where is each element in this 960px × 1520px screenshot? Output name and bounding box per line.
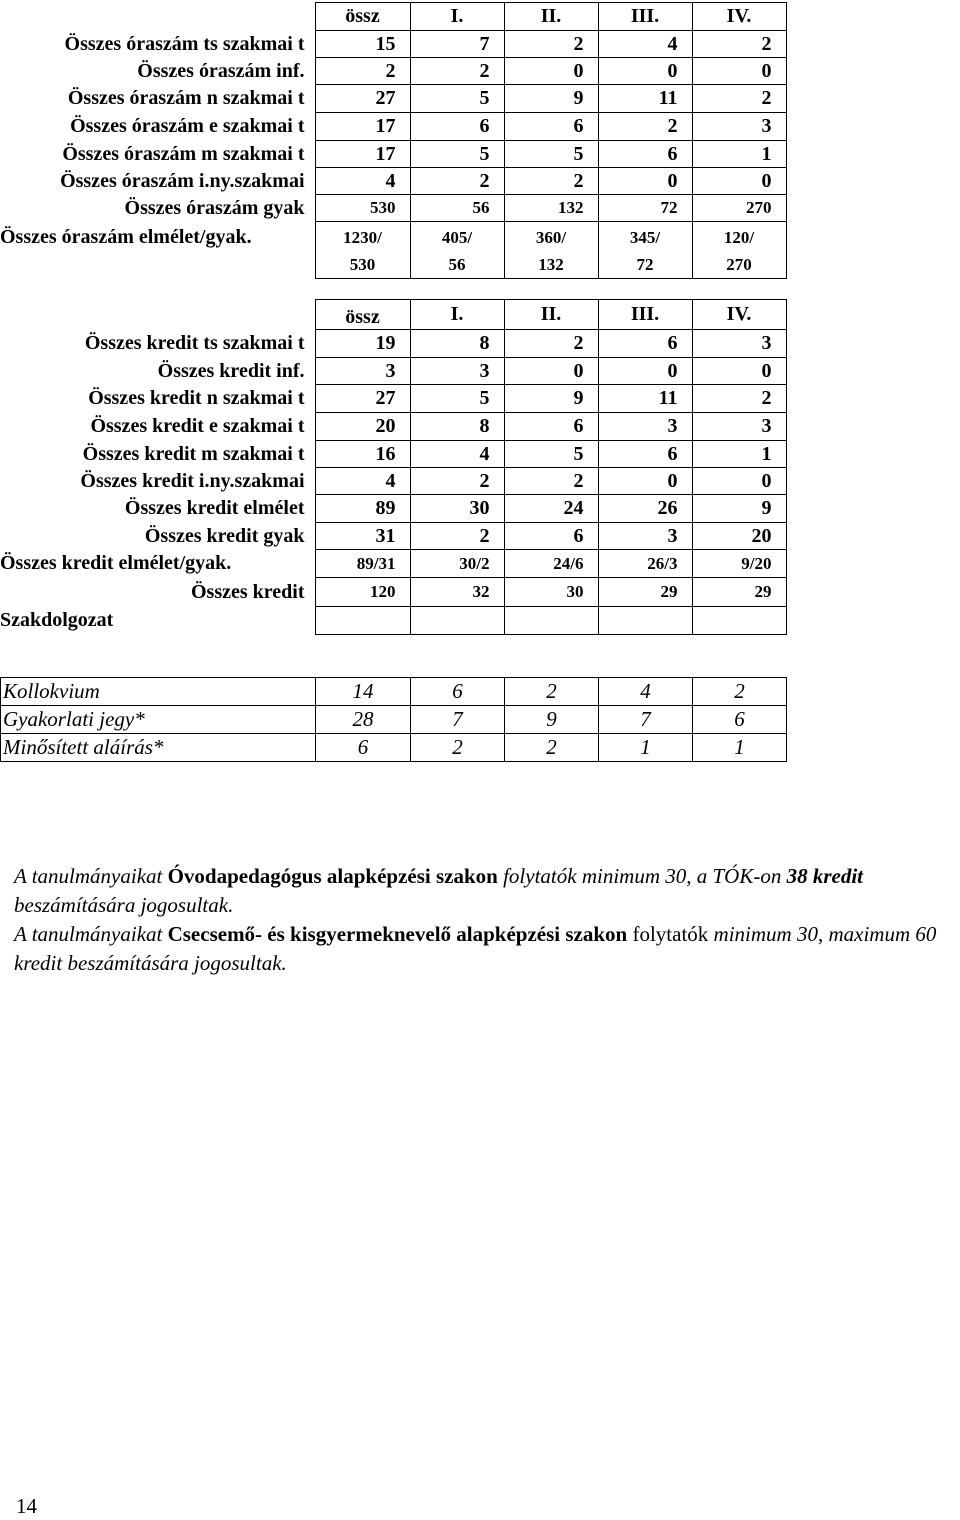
table-row	[0, 330, 786, 358]
cell-value: 120	[315, 578, 410, 607]
cell-value: 24/6	[504, 550, 598, 578]
row-label: Összes kredit elmélet/gyak.	[0, 552, 232, 574]
cell-value: 20	[692, 523, 786, 550]
row-label: Összes óraszám n szakmai t	[67, 87, 305, 109]
cell-value: 0	[598, 468, 692, 495]
row-label: Összes óraszám m szakmai t	[62, 142, 305, 165]
cell-value: 17	[315, 141, 410, 168]
cell-value: 8	[410, 330, 504, 358]
table-row	[0, 195, 786, 222]
cell-value: 3	[692, 413, 786, 441]
cell-value: 2	[504, 468, 598, 495]
cell-value: 8	[410, 413, 504, 441]
cell-value: 132	[504, 195, 598, 222]
cell-value: 6	[598, 441, 692, 468]
cell-value: 6	[504, 113, 598, 141]
cell-value: 1	[693, 734, 787, 762]
cell-value: 0	[692, 358, 786, 385]
cell-value: 6	[504, 413, 598, 441]
cell-value: 0	[692, 468, 786, 495]
cell-value: 3	[598, 413, 692, 441]
cell-value: 29	[692, 578, 786, 607]
cell-value: 1	[692, 141, 786, 168]
cell-value: 17	[315, 113, 410, 141]
cell-value: 11	[598, 85, 692, 113]
table-row	[0, 441, 786, 468]
cell-value: 2	[692, 31, 786, 58]
cell-value: 6	[598, 141, 692, 168]
cell-value: 4	[599, 678, 693, 706]
table-row	[0, 85, 786, 113]
cell-value: 5	[410, 141, 504, 168]
cell-value: 9	[504, 85, 598, 113]
table-row	[0, 58, 786, 85]
cell-value: 3	[410, 358, 504, 385]
cell-value: 9	[692, 495, 786, 523]
cell-value: 9	[505, 706, 599, 734]
cell-value: 405/ 56	[410, 222, 504, 279]
cell-value: 6	[504, 523, 598, 550]
cell-value: 5	[504, 441, 598, 468]
row-label: Összes kredit i.ny.szakmai	[80, 469, 305, 492]
cell-value: 72	[598, 195, 692, 222]
row-label: Minősített aláírás*	[1, 734, 316, 762]
table-row	[0, 495, 786, 523]
column-header: II.	[504, 300, 598, 330]
cell-value: 27	[315, 385, 410, 413]
cell-value: 2	[410, 523, 504, 550]
cell-value: 30/2	[410, 550, 504, 578]
credits-table	[0, 299, 787, 635]
cell-value: 16	[315, 441, 410, 468]
cell-value: 2	[410, 468, 504, 495]
cell-value: 2	[504, 168, 598, 195]
row-label: Gyakorlati jegy*	[1, 706, 316, 734]
cell-value: 2	[693, 678, 787, 706]
cell-value: 2	[411, 734, 505, 762]
table-row	[0, 141, 786, 168]
cell-value	[315, 607, 410, 635]
cell-value: 4	[315, 468, 410, 495]
row-label: Összes kredit m szakmai t	[82, 442, 305, 465]
cell-value: 2	[504, 31, 598, 58]
cell-value: 20	[315, 413, 410, 441]
cell-value: 270	[692, 195, 786, 222]
cell-value: 2	[505, 734, 599, 762]
column-header: I.	[410, 3, 504, 31]
cell-value: 2	[692, 385, 786, 413]
cell-value: 2	[410, 58, 504, 85]
table-row	[0, 31, 786, 58]
cell-value: 28	[316, 706, 411, 734]
column-header: II.	[504, 3, 598, 31]
cell-value: 27	[315, 85, 410, 113]
page-number: 14	[16, 1494, 37, 1518]
cell-value: 7	[599, 706, 693, 734]
cell-value: 0	[598, 168, 692, 195]
cell-value: 120/ 270	[692, 222, 786, 279]
row-label: Összes óraszám ts szakmai t	[64, 32, 305, 55]
row-label: Összes kredit	[190, 580, 305, 603]
cell-value: 1	[599, 734, 693, 762]
row-label: Összes óraszám inf.	[137, 59, 305, 82]
cell-value: 3	[692, 330, 786, 358]
table-row	[0, 222, 786, 279]
table-row	[0, 358, 786, 385]
cell-value: 2	[692, 85, 786, 113]
cell-value: 1230/ 530	[315, 222, 410, 279]
cell-value: 0	[504, 358, 598, 385]
hours-table	[0, 2, 787, 279]
credit-note-paragraph: A tanulmányaikat Csecsemő- és kisgyermeknevelő alapképzési szakon folytatók minimum 30, maximum 60 kredit beszámítására jogosultak.	[14, 922, 937, 975]
table-row	[0, 607, 786, 635]
table-row	[0, 168, 786, 195]
table-header-row	[0, 3, 786, 31]
cell-value: 5	[410, 385, 504, 413]
cell-value: 26/3	[598, 550, 692, 578]
table-row	[1, 734, 787, 762]
row-label: Szakdolgozat	[0, 609, 114, 631]
cell-value: 19	[315, 330, 410, 358]
cell-value: 9/20	[692, 550, 786, 578]
cell-value: 360/ 132	[504, 222, 598, 279]
cell-value: 2	[504, 330, 598, 358]
table-row	[0, 385, 786, 413]
row-label: Összes kredit elmélet	[124, 497, 305, 519]
row-label: Kollokvium	[1, 678, 316, 706]
table-row	[0, 468, 786, 495]
cell-value: 3	[598, 523, 692, 550]
cell-value: 0	[504, 58, 598, 85]
table-row	[0, 523, 786, 550]
cell-value: 4	[598, 31, 692, 58]
cell-value: 2	[598, 113, 692, 141]
row-label: Összes óraszám i.ny.szakmai	[60, 169, 305, 192]
cell-value: 3	[315, 358, 410, 385]
cell-value: 15	[315, 31, 410, 58]
cell-value: 89	[315, 495, 410, 523]
cell-value	[598, 607, 692, 635]
cell-value: 89/31	[315, 550, 410, 578]
cell-value: 29	[598, 578, 692, 607]
row-label: Összes kredit gyak	[144, 524, 305, 547]
cell-value: 0	[692, 168, 786, 195]
table-header-row	[0, 300, 786, 330]
cell-value: 26	[598, 495, 692, 523]
cell-value: 3	[692, 113, 786, 141]
row-label: Összes óraszám elmélet/gyak.	[0, 225, 252, 248]
cell-value: 0	[598, 358, 692, 385]
cell-value: 6	[411, 678, 505, 706]
row-label: Összes kredit e szakmai t	[90, 415, 305, 437]
column-header: III.	[598, 3, 692, 31]
row-label: Összes kredit inf.	[157, 359, 305, 382]
cell-value: 30	[504, 578, 598, 607]
table-row	[0, 550, 786, 578]
cell-value: 530	[315, 195, 410, 222]
cell-value	[410, 607, 504, 635]
cell-value: 24	[504, 495, 598, 523]
table-row	[0, 413, 786, 441]
assessment-table	[0, 677, 787, 762]
column-header: össz	[315, 300, 410, 330]
cell-value: 2	[410, 168, 504, 195]
row-label: Összes kredit ts szakmai t	[84, 332, 305, 354]
cell-value: 0	[692, 58, 786, 85]
row-label: Összes kredit n szakmai t	[88, 387, 305, 409]
cell-value: 6	[410, 113, 504, 141]
column-header: össz	[315, 3, 410, 31]
cell-value: 4	[410, 441, 504, 468]
cell-value: 345/ 72	[598, 222, 692, 279]
cell-value: 6	[316, 734, 411, 762]
cell-value	[504, 607, 598, 635]
cell-value: 4	[315, 168, 410, 195]
credit-note-paragraph: A tanulmányaikat Óvodapedagógus alapképzési szakon folytatók minimum 30, a TÓK-on 38 kredit beszámítására jogosultak.	[14, 864, 864, 917]
table-row	[0, 578, 786, 607]
cell-value: 56	[410, 195, 504, 222]
cell-value	[692, 607, 786, 635]
table-row	[1, 706, 787, 734]
cell-value: 6	[693, 706, 787, 734]
column-header: I.	[410, 300, 504, 330]
cell-value: 30	[410, 495, 504, 523]
cell-value: 31	[315, 523, 410, 550]
cell-value: 7	[410, 31, 504, 58]
cell-value: 32	[410, 578, 504, 607]
cell-value: 11	[598, 385, 692, 413]
cell-value: 1	[692, 441, 786, 468]
table-row	[1, 678, 787, 706]
table-row	[0, 113, 786, 141]
cell-value: 0	[598, 58, 692, 85]
cell-value: 9	[504, 385, 598, 413]
cell-value: 14	[316, 678, 411, 706]
cell-value: 5	[410, 85, 504, 113]
row-label: Összes óraszám e szakmai t	[70, 115, 305, 137]
column-header: III.	[598, 300, 692, 330]
column-header: IV.	[692, 3, 786, 31]
cell-value: 6	[598, 330, 692, 358]
cell-value: 2	[315, 58, 410, 85]
cell-value: 5	[504, 141, 598, 168]
column-header: IV.	[692, 300, 786, 330]
cell-value: 2	[505, 678, 599, 706]
cell-value: 7	[411, 706, 505, 734]
row-label: Összes óraszám gyak	[124, 196, 305, 219]
